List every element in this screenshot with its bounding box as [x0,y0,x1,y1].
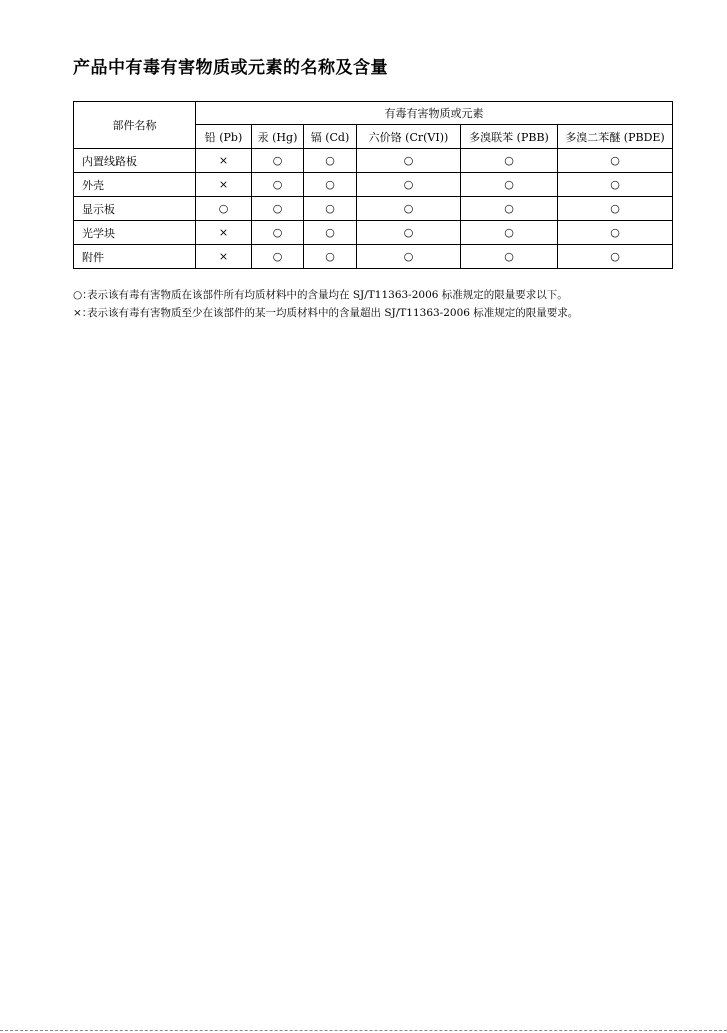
note-symbol: ×： [73,307,93,319]
note-line [73,286,578,304]
table-row [74,197,673,221]
table-row [74,245,673,269]
compliance-mark-cell: ○ [461,197,558,221]
compliance-mark-cell: ○ [304,197,357,221]
compliance-mark-cell: ○ [357,149,461,173]
compliance-mark-cell: × [196,245,252,269]
table-row [74,173,673,197]
part-name-cell: 附件 [74,245,196,269]
compliance-mark-cell: ○ [461,245,558,269]
note-symbol: ○： [73,289,93,301]
compliance-mark-cell: ○ [304,245,357,269]
table-row [74,149,673,173]
column-header-pbb: 多溴联苯 (PBB) [461,125,558,149]
compliance-mark-cell: ○ [461,149,558,173]
hazardous-substances-table [73,101,673,269]
column-header-lead: 铅 (Pb) [196,125,252,149]
compliance-mark-cell: ○ [357,173,461,197]
compliance-mark-cell: ○ [558,221,673,245]
compliance-mark-cell: ○ [558,197,673,221]
compliance-mark-cell: × [196,149,252,173]
table-body [74,149,673,269]
compliance-mark-cell: ○ [461,221,558,245]
part-name-cell: 光学块 [74,221,196,245]
compliance-mark-cell: ○ [558,149,673,173]
compliance-mark-cell: ○ [357,245,461,269]
compliance-mark-cell: ○ [357,197,461,221]
compliance-mark-cell: ○ [196,197,252,221]
table-row [74,221,673,245]
table-header-row [74,102,673,125]
compliance-mark-cell: ○ [558,245,673,269]
note-line [73,304,578,322]
part-name-header: 部件名称 [74,102,196,149]
column-header-cadmium: 镉 (Cd) [304,125,357,149]
compliance-mark-cell: ○ [252,221,304,245]
footer-divider [0,1030,727,1031]
compliance-mark-cell: ○ [558,173,673,197]
document-title: 产品中有毒有害物质或元素的名称及含量 [73,58,388,78]
compliance-mark-cell: ○ [461,173,558,197]
compliance-mark-cell: ○ [304,149,357,173]
note-text: 表示该有毒有害物质在该部件所有均质材料中的含量均在 SJ/T11363-2006 标准规定的限量要求以下。 [87,289,568,301]
part-name-cell: 内置线路板 [74,149,196,173]
part-name-cell: 显示板 [74,197,196,221]
substances-group-header: 有毒有害物质或元素 [196,102,673,125]
column-header-mercury: 汞 (Hg) [252,125,304,149]
column-header-chromium: 六价铬 (Cr(VI)) [357,125,461,149]
compliance-mark-cell: ○ [304,221,357,245]
note-text: 表示该有毒有害物质至少在该部件的某一均质材料中的含量超出 SJ/T11363-2006 标准规定的限量要求。 [87,307,579,319]
compliance-mark-cell: ○ [252,149,304,173]
compliance-mark-cell: ○ [252,245,304,269]
compliance-mark-cell: ○ [252,197,304,221]
notes [73,286,578,322]
compliance-mark-cell: × [196,173,252,197]
compliance-mark-cell: ○ [357,221,461,245]
compliance-mark-cell: ○ [304,173,357,197]
compliance-mark-cell: ○ [252,173,304,197]
part-name-cell: 外壳 [74,173,196,197]
compliance-mark-cell: × [196,221,252,245]
column-header-pbde: 多溴二苯醚 (PBDE) [558,125,673,149]
